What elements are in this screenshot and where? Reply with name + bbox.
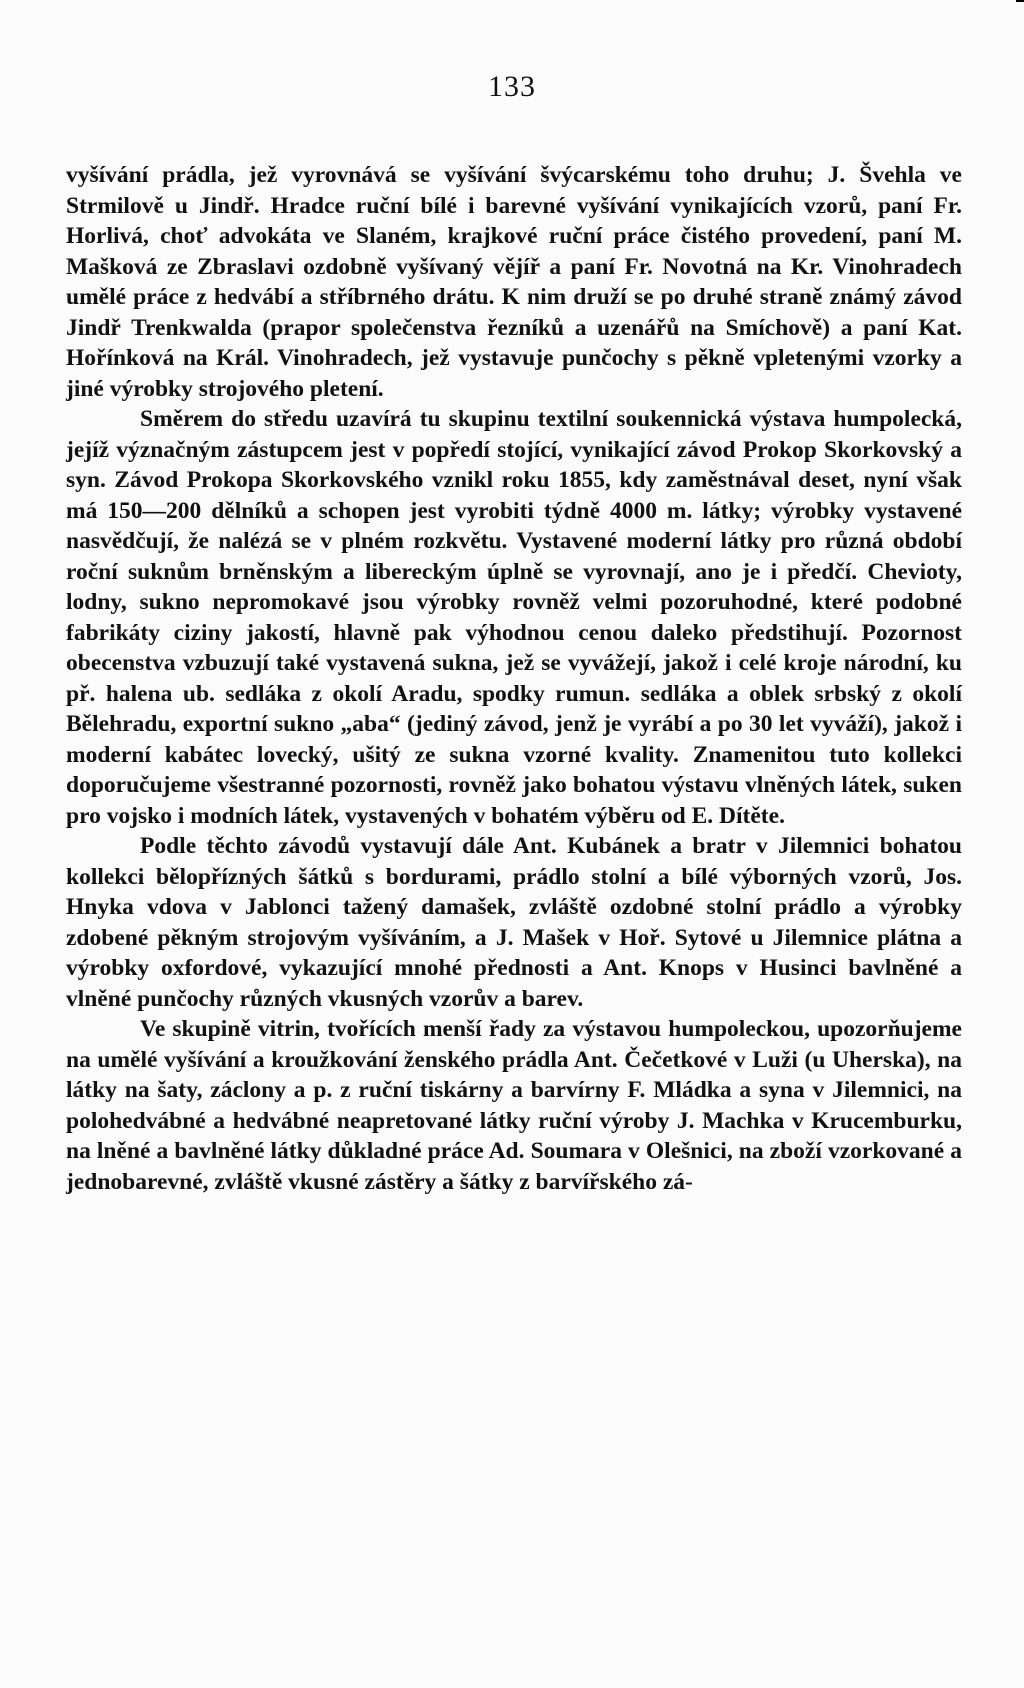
scan-edge: [1016, 0, 1024, 2]
page-number: 133: [488, 70, 536, 103]
paragraph-2: Směrem do středu uzavírá tu skupinu textilní soukennická výstava humpolecká, jejíž význačným zástupcem jest v popředí stojící, vynikající závod Prokop Skorkovský a syn. Závod Prokopa Skorkovského vznikl roku 1855, kdy zaměstnával deset, nyní však má 150—200 dělníků a schopen jest vyrobiti týdně 4000 m. látky; výrobky vystavené nasvědčují, že nalézá se v plném rozkvětu. Vystavené moderní látky pro různá období roční suknům brněnským a libereckým úplně se vyrovnají, ano je i předčí. Chevioty, lodny, sukno nepromokavé jsou výrobky rovněž velmi pozoruhodné, které podobné fabrikáty ciziny jakostí, hlavně pak výhodnou cenou daleko předstihují. Pozornost obecenstva vzbuzují také vystavená sukna, jež se vyvážejí, jakož i celé kroje národní, ku př. halena ub. sedláka z okolí Aradu, spodky rumun. sedláka a oblek srbský z okolí Bělehradu, exportní sukno „aba“ (jediný závod, jenž je vyrábí a po 30 let vyváží), jakož i moderní kabátec lovecký, ušitý ze sukna vzorné kvality. Znamenitou tuto kollekci doporučujeme všestranné pozornosti, rovněž jako bohatou výstavu vlněných látek, suken pro vojsko i modních látek, vystavených v bohatém výběru od E. Dítěte.: [66, 406, 962, 829]
body-text: [66, 160, 962, 1197]
paragraph-1: vyšívání prádla, jež vyrovnává se vyšívání švýcarskému toho druhu; J. Švehla ve Strmilově u Jindř. Hradce ruční bílé i barevné vyšívání vynikajících vzorů, paní Fr. Horlivá, choť advokáta ve Slaném, krajkové ruční práce čistého provedení, paní M. Mašková ze Zbraslavi ozdobně vyšívaný vějíř a paní Fr. Novotná na Kr. Vinohradech umělé práce z hedvábí a stříbrného drátu. K nim druží se po druhé straně známý závod Jindř Trenkwalda (prapor společenstva řezníků a uzenářů na Smíchově) a paní Kat. Hořínková na Král. Vinohradech, jež vystavuje punčochy s pěkně vpletenými vzorky a jiné výrobky strojového pletení.: [66, 162, 962, 402]
paragraph-3: Podle těchto závodů vystavují dále Ant. Kubánek a bratr v Jilemnici bohatou kollekci bělopřízných šátků s bordurami, prádlo stolní a bílé výborných vzorů, Jos. Hnyka vdova v Jablonci tažený damašek, zvláště ozdobné stolní prádlo a výrobky zdobené pěkným strojovým vyšíváním, a J. Mašek v Hoř. Sytové u Jilemnice plátna a výrobky oxfordové, vykazující mnohé přednosti a Ant. Knops v Husinci bavlněné a vlněné punčochy různých vkusných vzorův a barev.: [66, 833, 962, 1012]
paragraph-4: Ve skupině vitrin, tvořících menší řady za výstavou humpoleckou, upozorňujeme na umělé vyšívání a kroužkování ženského prádla Ant. Čečetkové v Luži (u Uherska), na látky na šaty, záclony a p. z ruční tiskárny a barvírny F. Mládka a syna v Jilemnici, na polohedvábné a hedvábné neapretované látky ruční výroby J. Machka v Krucemburku, na lněné a bavlněné látky důkladné práce Ad. Soumara v Olešnici, na zboží vzorkované a jednobarevné, zvláště vkusné zástěry a šátky z barvířského zá-: [66, 1016, 962, 1195]
